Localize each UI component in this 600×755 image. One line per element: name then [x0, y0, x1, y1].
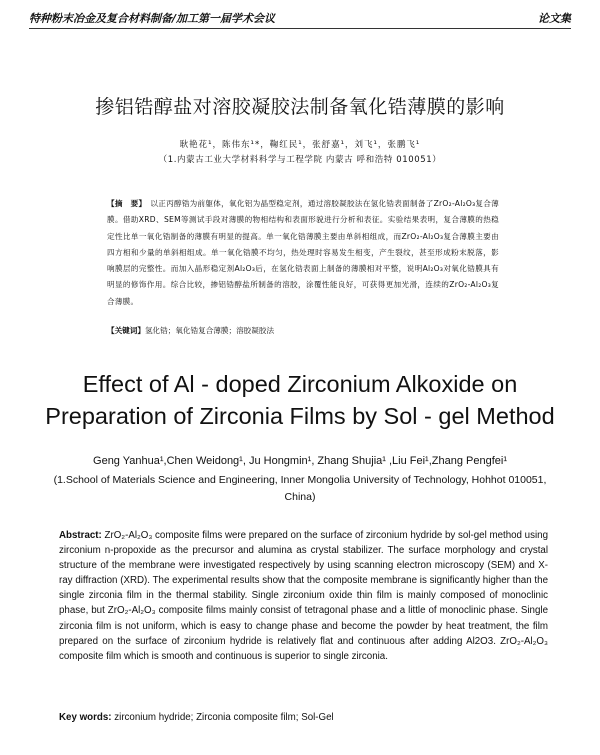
english-keywords — [59, 712, 548, 723]
header-divider — [29, 28, 571, 29]
chinese-abstract-label: 【摘 要】 — [107, 199, 147, 208]
proceedings-label: 论文集 — [538, 12, 571, 25]
english-keywords-text: zirconium hydride; Zirconia composite film; Sol-Gel — [111, 712, 334, 723]
english-authors: Geng Yanhua¹,Chen Weidong¹, Ju Hongmin¹, Zhang Shujia¹ ,Liu Fei¹,Zhang Pengfei¹ — [93, 455, 507, 467]
conference-name: 特种粉末冶金及复合材料制备/加工第一届学术会议 — [29, 12, 276, 25]
chinese-keywords-text: 氢化锆；氧化锆复合薄膜；溶胶凝胶法 — [144, 326, 275, 335]
chinese-title: 掺铝锆醇盐对溶胶凝胶法制备氧化锆薄膜的影响 — [95, 96, 505, 118]
english-affiliation: (1.School of Materials Science and Engineering, Inner Mongolia University of Technology, Hohhot 010051, China) — [53, 474, 547, 503]
chinese-authors: 耿艳花¹，陈伟东¹*，鞠红民¹，张舒嘉¹，刘飞¹，张鹏飞¹ — [179, 140, 421, 150]
english-title: Effect of Al - doped Zirconium Alkoxide on Preparation of Zirconia Films by Sol - gel Method — [45, 371, 555, 429]
chinese-keywords — [107, 325, 507, 336]
english-abstract-label: Abstract: — [59, 530, 102, 541]
english-abstract — [59, 528, 548, 664]
english-keywords-label: Key words: — [59, 712, 112, 723]
chinese-abstract-text: 以正丙醇锆为前躯体，氧化铝为晶型稳定剂，通过溶胶凝胶法在氢化锆表面制备了ZrO₂-Al₂O₃复合薄膜。借助XRD、SEM等测试手段对薄膜的物相结构和表面形貌进行分析和表征。实验结果表明，复合薄膜的热稳定性比单一氧化锆制备的薄膜有明显的提高。单一氧化锆薄膜主要由单斜相组成，而ZrO₂-Al₂O₃复合薄膜主要由四方相和少量的单斜相组成。单一氧化锆膜不均匀，热处理时容易发生相变，产生裂纹，甚至形成粉末脱落，影响膜层的完整性。而加入晶形稳定剂Al₂O₃后，在氢化锆表面上制备的薄膜相对平整，说明Al₂O₃对氧化锆膜具有明显的修饰作用。综合比较，掺铝锆醇盐所制备的溶胶，涂覆性能良好，可获得更加光滑，连续的ZrO₂-Al₂O₃复合薄膜。 — [107, 199, 499, 306]
chinese-affiliation: （1.内蒙古工业大学材料科学与工程学院 内蒙古 呼和浩特 010051） — [158, 155, 442, 165]
chinese-keywords-label: 【关键词】 — [107, 326, 145, 335]
english-abstract-text: ZrO₂-Al₂O₃ composite films were prepared on the surface of zirconium hydride by sol-gel method using zirconium n-propoxide as the precursor and alumina as crystal stabilizer. The surface morphology and crystal structure of the membrane were investigated respectively by using scanning electron microscopy (SEM) and X-ray diffraction (XRD). The experimental results show that the composite membrane is significantly higher than the single zirconia film in the thermal stability. Single zirconium oxide thin film is mainly composed of monoclinic phase, but ZrO₂-Al₂O₃ composite films mainly consist of tetragonal phase and a little of monoclinic phase. Single zirconia film is not uniform, which is easy to change phase and become the powder by heat treatment, the film prepared on the surface of zirconium hydride is relatively flat and continuous after adding Al2O3. ZrO₂-Al₂O₃ composite film which is smooth and continuous is superior to single zirconia. — [59, 530, 548, 662]
chinese-abstract — [107, 196, 499, 310]
page-header — [29, 10, 571, 26]
